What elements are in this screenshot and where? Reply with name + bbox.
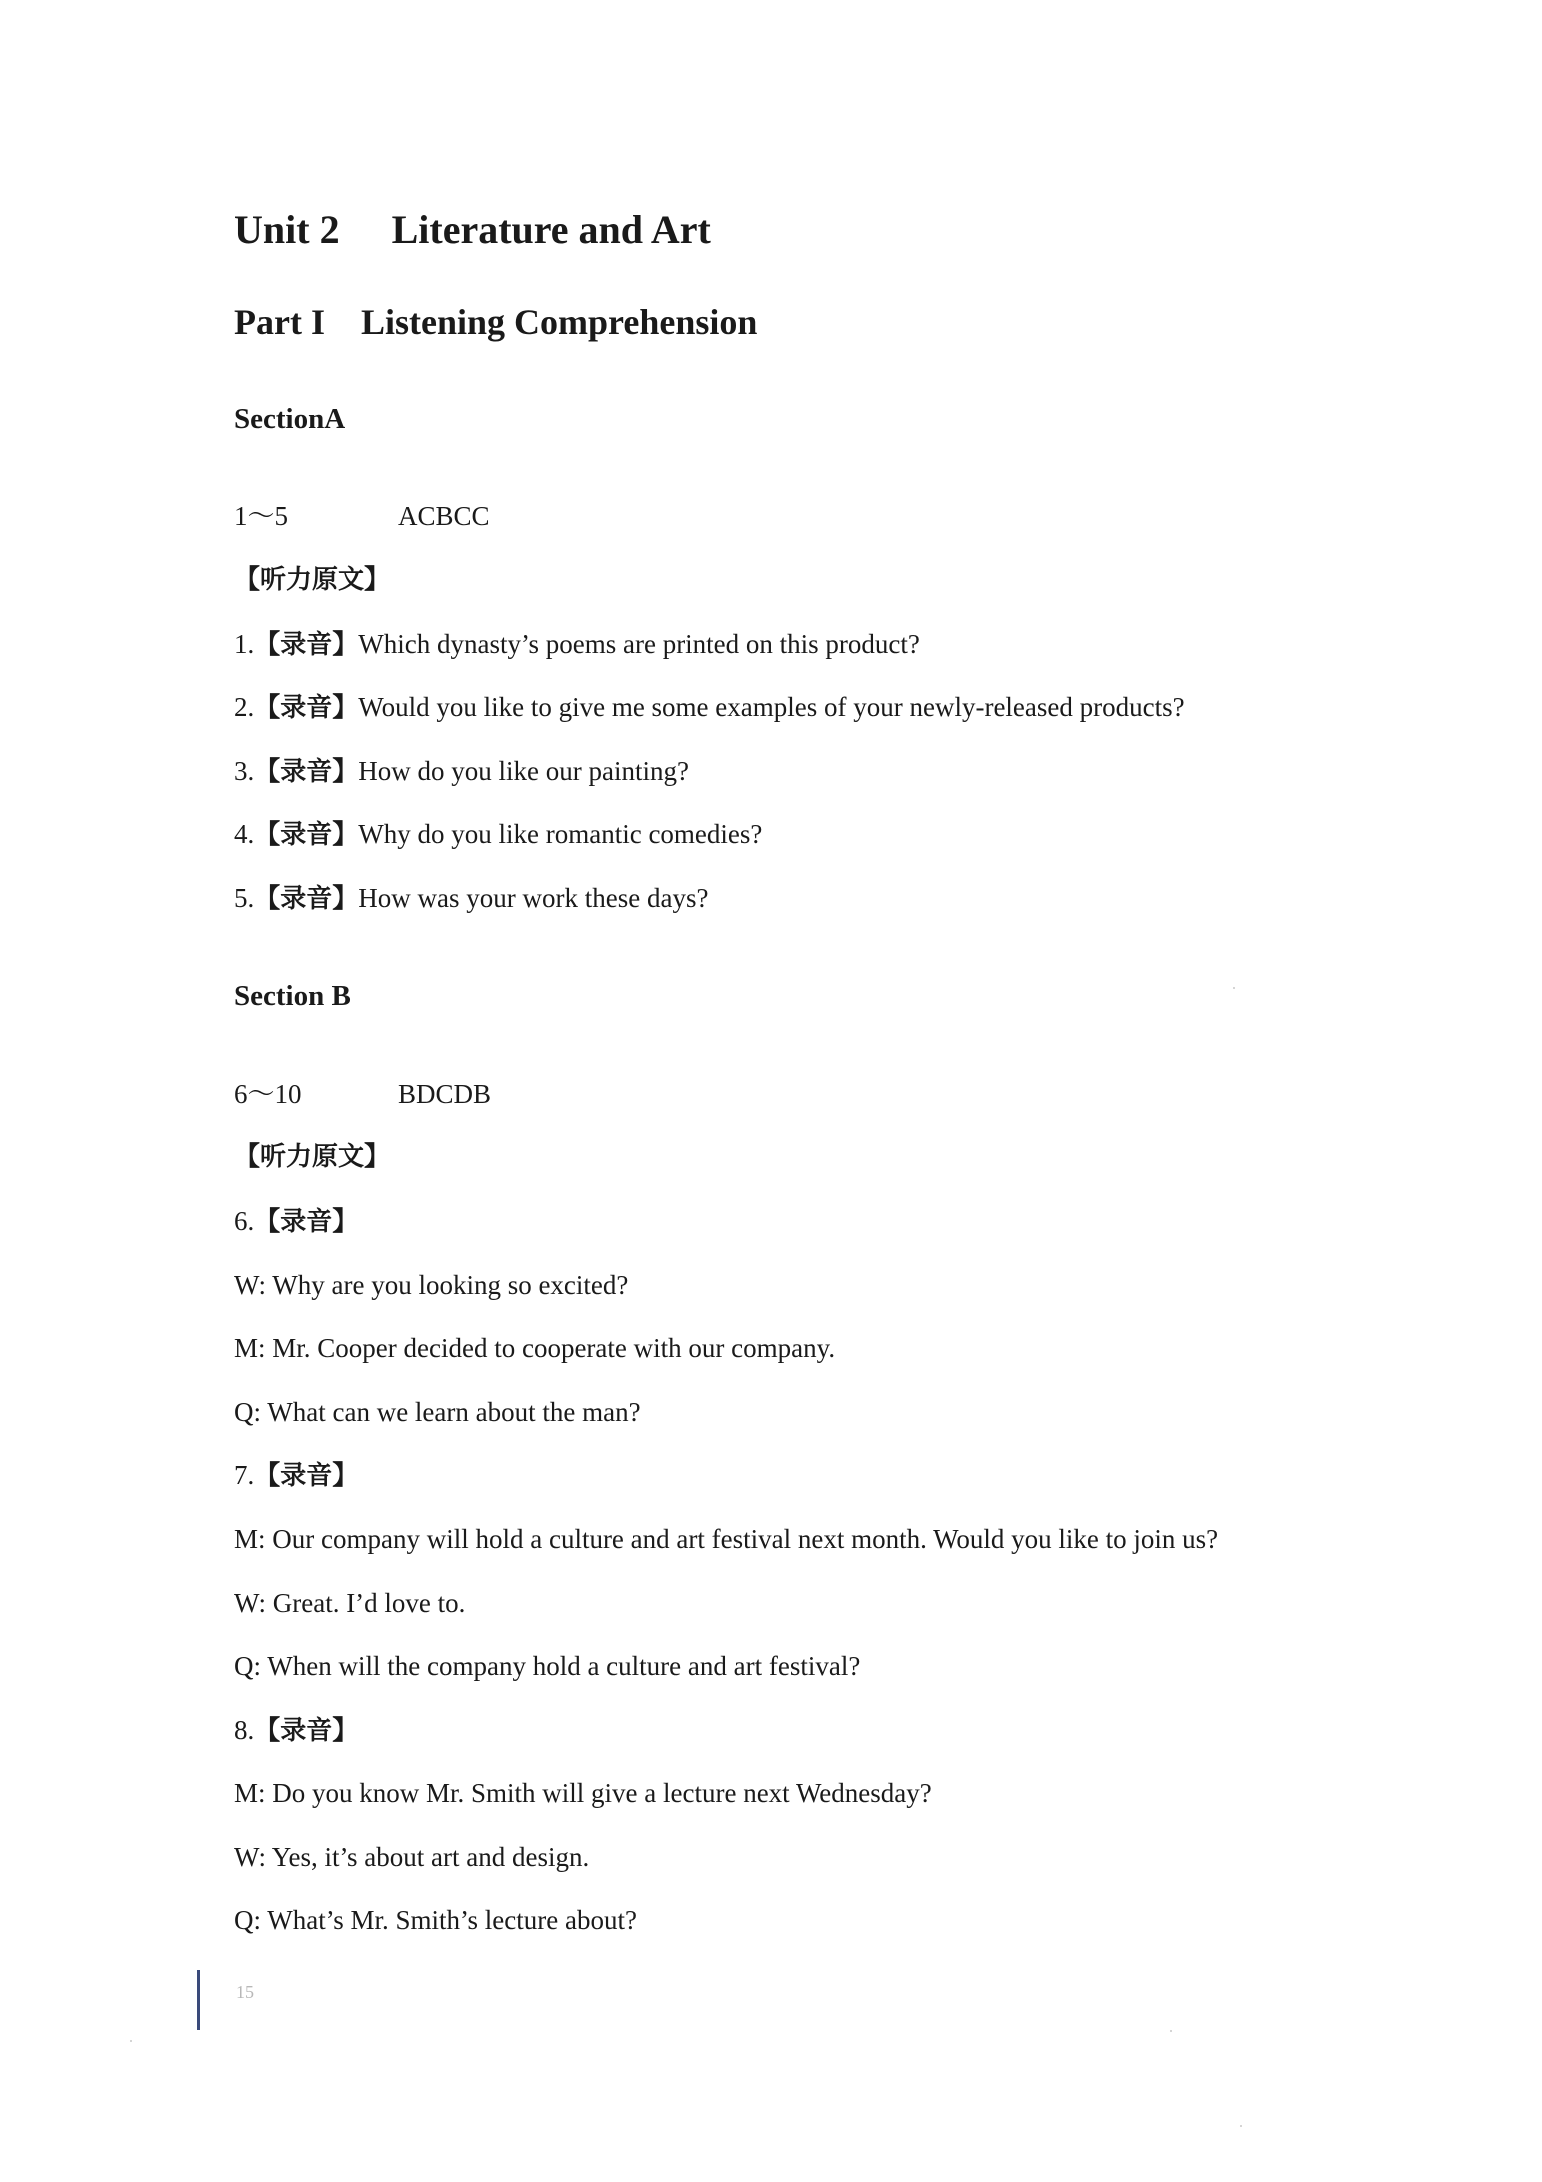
item-text: Why do you like romantic comedies? <box>358 819 763 849</box>
dialogue-7-line-1: M: Our company will hold a culture and art festival next month. Would you like to join us? <box>234 1524 1219 1554</box>
scan-speck <box>1240 2125 1242 2127</box>
dialogue-6-header <box>234 1204 358 1239</box>
scan-speck <box>1233 987 1235 989</box>
item-number: 6. <box>234 1206 255 1236</box>
recording-tag: 【录音】 <box>254 884 359 914</box>
section-a-item-1 <box>234 627 920 662</box>
dialogue-8-header <box>234 1713 358 1748</box>
item-number: 4. <box>234 819 255 849</box>
dialogue-6-line-1: W: Why are you looking so excited? <box>234 1270 629 1300</box>
section-b-heading: Section B <box>234 980 351 1012</box>
scan-speck <box>1170 2030 1172 2032</box>
section-a-item-2 <box>234 690 1185 725</box>
dialogue-6-line-2: M: Mr. Cooper decided to cooperate with our company. <box>234 1333 836 1363</box>
section-a-answer-line <box>234 499 490 533</box>
section-a-item-4 <box>234 817 762 852</box>
item-text: How do you like our painting? <box>358 756 689 786</box>
scan-speck <box>130 2040 132 2042</box>
section-b-answer-range: 6～10 <box>234 1079 302 1109</box>
dialogue-8-line-1: M: Do you know Mr. Smith will give a lecture next Wednesday? <box>234 1778 932 1808</box>
unit-number: Unit 2 <box>234 207 340 252</box>
section-a-item-3 <box>234 754 689 789</box>
part-title: Listening Comprehension <box>360 302 758 342</box>
recording-tag: 【录音】 <box>254 630 359 660</box>
dialogue-8-line-2: W: Yes, it’s about art and design. <box>234 1842 590 1872</box>
margin-bar <box>197 1970 200 2030</box>
item-number: 2. <box>234 692 255 722</box>
dialogue-7-question: Q: When will the company hold a culture and art festival? <box>234 1651 861 1681</box>
page-number: 15 <box>236 1982 254 2002</box>
section-a-heading: SectionA <box>234 403 346 435</box>
item-text: Would you like to give me some examples of your newly-released products? <box>358 692 1185 722</box>
section-a-answer-range: 1～5 <box>234 501 288 531</box>
dialogue-6-question: Q: What can we learn about the man? <box>234 1397 641 1427</box>
recording-tag: 【录音】 <box>254 757 359 787</box>
section-b-answers: BDCDB <box>398 1079 492 1109</box>
unit-title: Literature and Art <box>391 207 711 252</box>
section-a-transcript-label: 【听力原文】 <box>234 565 391 595</box>
part-number: Part I <box>234 302 325 342</box>
item-text: Which dynasty’s poems are printed on this product? <box>358 629 920 659</box>
recording-tag: 【录音】 <box>254 1716 359 1746</box>
item-number: 8. <box>234 1715 255 1745</box>
item-number: 7. <box>234 1460 255 1490</box>
dialogue-8-question: Q: What’s Mr. Smith’s lecture about? <box>234 1905 637 1935</box>
section-b-answer-line <box>234 1077 491 1111</box>
item-text: How was your work these days? <box>358 883 709 913</box>
recording-tag: 【录音】 <box>254 1207 359 1237</box>
section-a-item-5 <box>234 881 708 916</box>
recording-tag: 【录音】 <box>254 820 359 850</box>
recording-tag: 【录音】 <box>254 1461 359 1491</box>
section-b-transcript-label: 【听力原文】 <box>234 1142 391 1172</box>
unit-heading <box>234 206 711 254</box>
dialogue-7-line-2: W: Great. I’d love to. <box>234 1588 466 1618</box>
recording-tag: 【录音】 <box>254 693 359 723</box>
item-number: 1. <box>234 629 255 659</box>
dialogue-7-header <box>234 1458 358 1493</box>
section-a-answers: ACBCC <box>398 501 490 531</box>
part-heading <box>234 300 757 344</box>
item-number: 3. <box>234 756 255 786</box>
item-number: 5. <box>234 883 255 913</box>
